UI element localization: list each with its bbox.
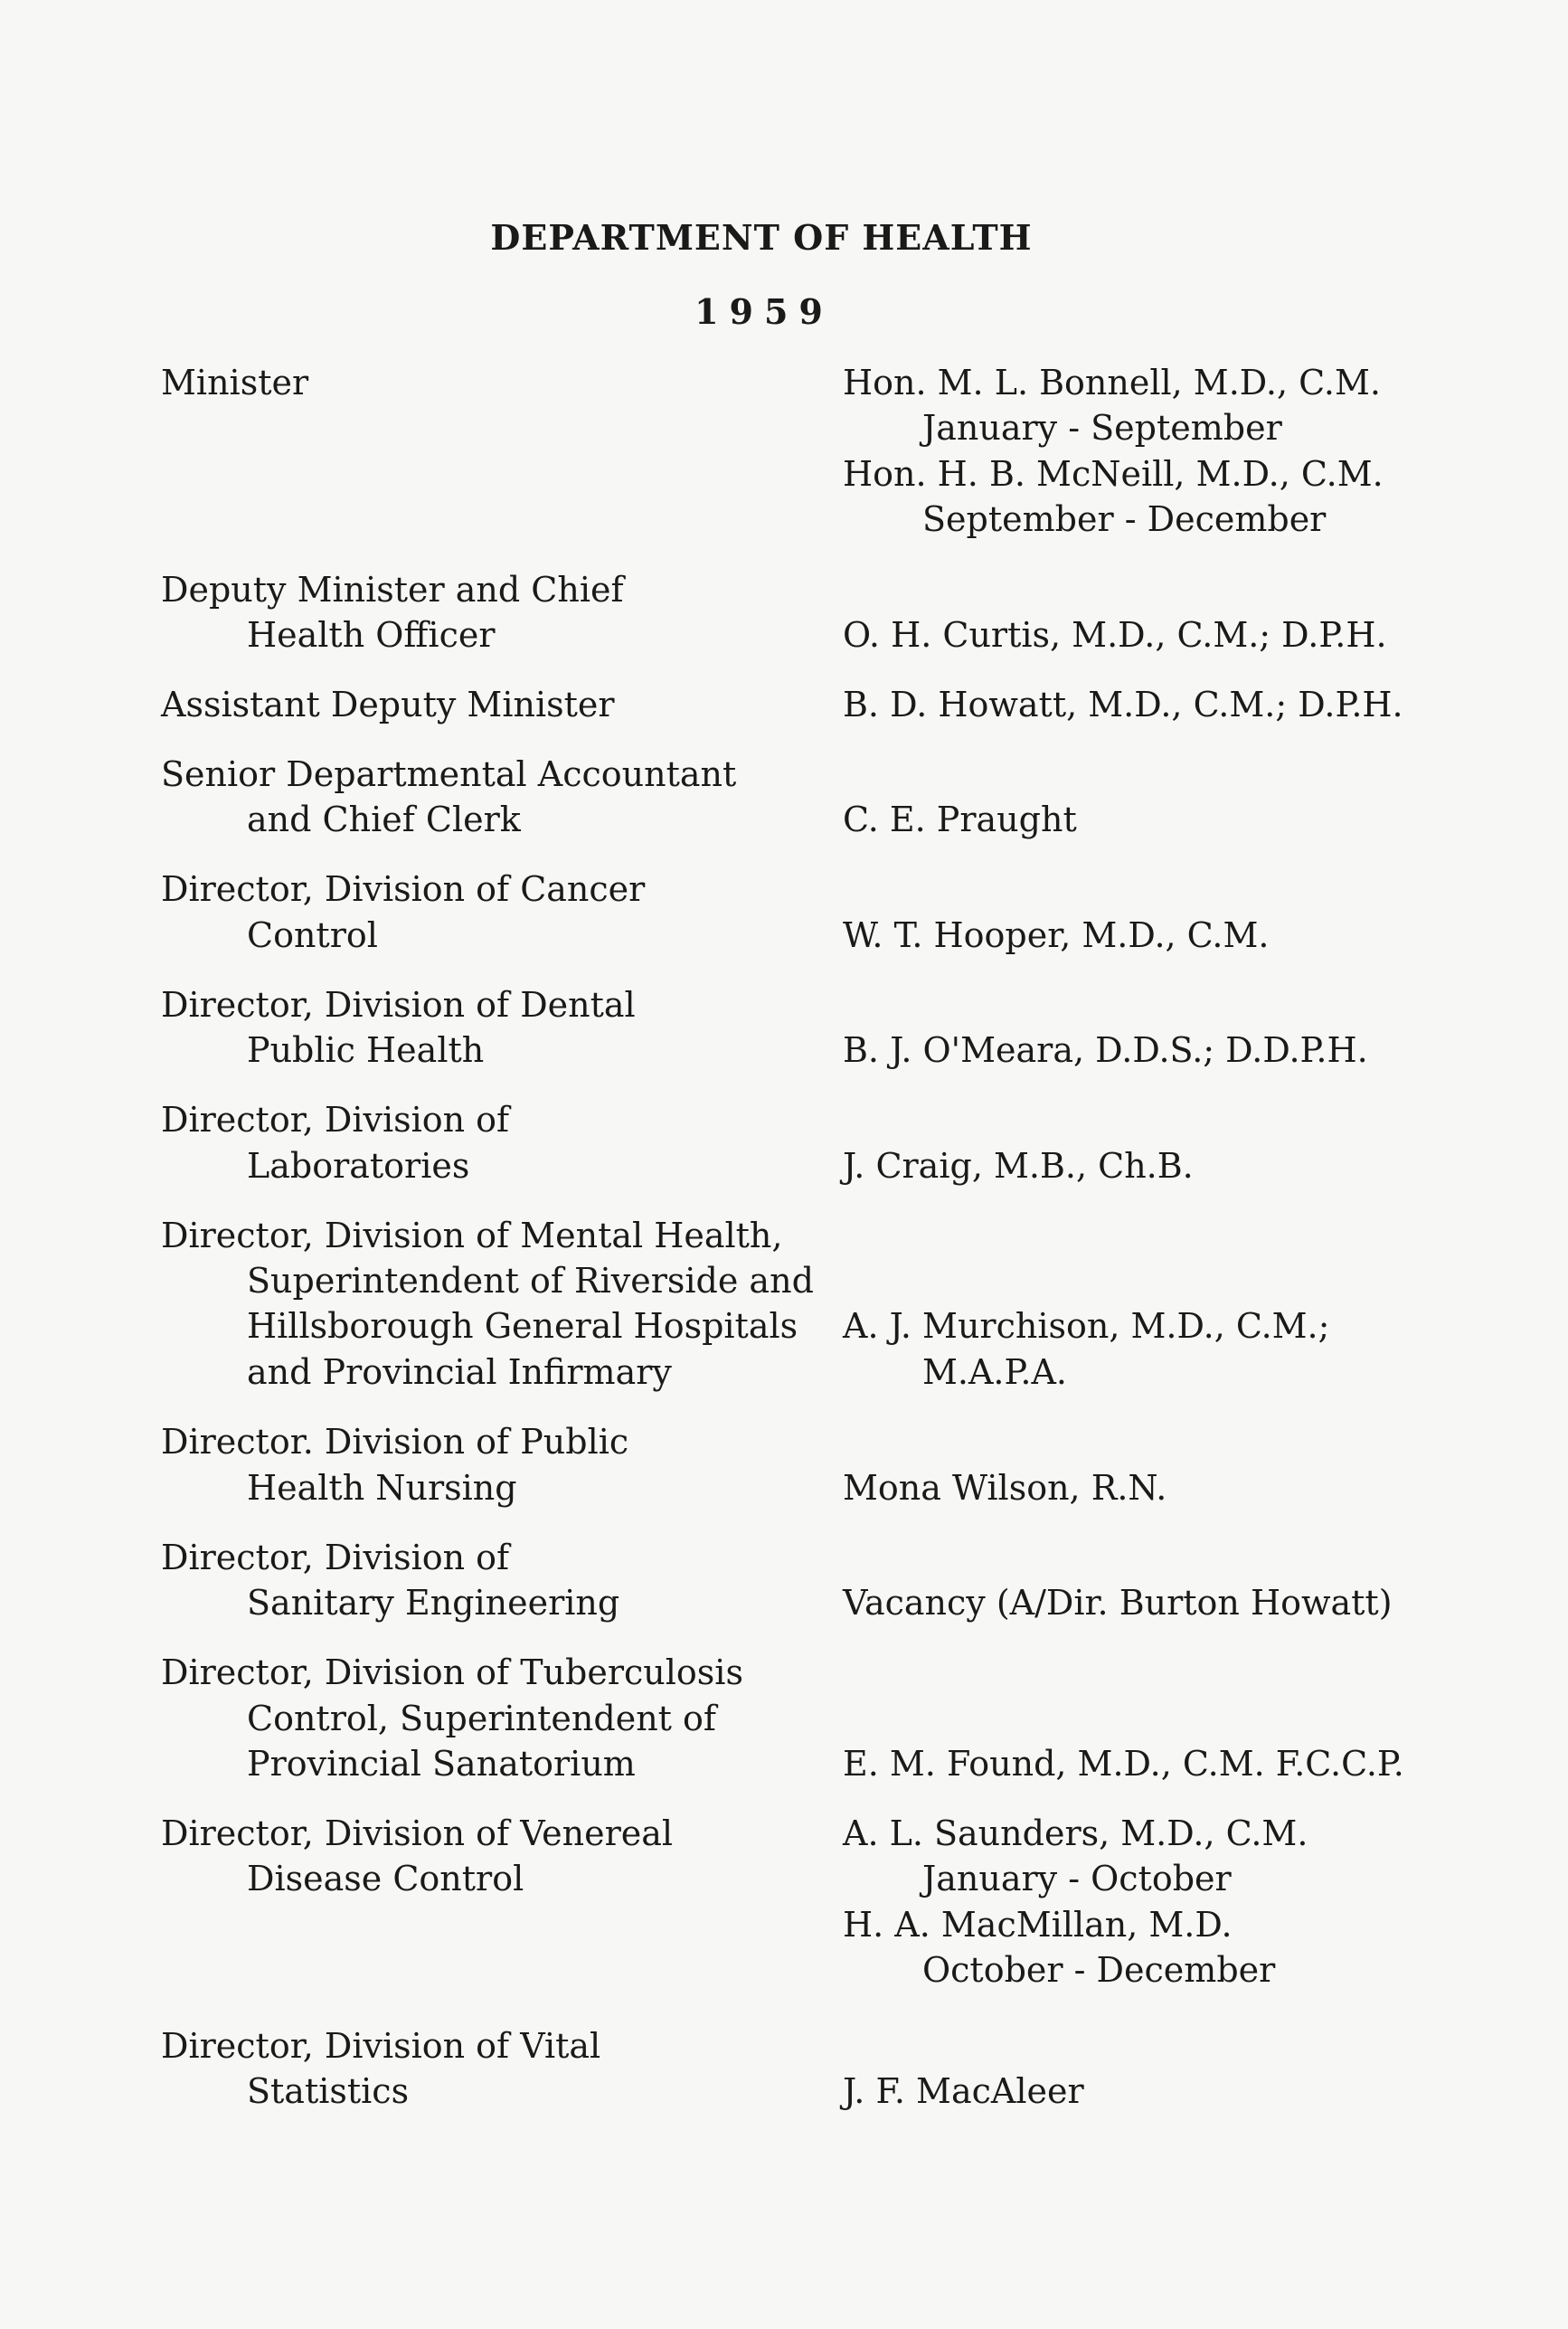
holder-mental-health-cont: M.A.P.A.: [922, 1352, 1067, 1392]
report-year: 1959: [694, 291, 834, 332]
position-tuberculosis-control-cont-2: Provincial Sanatorium: [247, 1744, 636, 1784]
holder-dental-public-health: B. J. O'Meara, D.D.S.; D.D.P.H.: [843, 1030, 1368, 1070]
holder-cancer-control: W. T. Hooper, M.D., C.M.: [843, 915, 1270, 955]
position-venereal-disease-control: Director, Division of Venereal: [161, 1813, 674, 1853]
holder-venereal-disease-1-term: January - October: [922, 1859, 1232, 1898]
position-deputy-minister-cont: Health Officer: [247, 615, 496, 655]
position-cancer-control: Director, Division of Cancer: [161, 869, 646, 909]
position-deputy-minister: Deputy Minister and Chief: [161, 570, 624, 610]
position-senior-accountant: Senior Departmental Accountant: [161, 754, 737, 794]
holder-minister-2-term: September - December: [922, 499, 1327, 539]
position-cancer-control-cont: Control: [247, 915, 378, 955]
position-vital-statistics-cont: Statistics: [247, 2071, 410, 2111]
holder-laboratories: J. Craig, M.B., Ch.B.: [843, 1146, 1194, 1186]
position-venereal-disease-control-cont: Disease Control: [247, 1859, 524, 1898]
position-tuberculosis-control: Director, Division of Tuberculosis: [161, 1652, 743, 1692]
holder-assistant-deputy-minister: B. D. Howatt, M.D., C.M.; D.P.H.: [843, 685, 1403, 724]
holder-mental-health: A. J. Murchison, M.D., C.M.;: [843, 1306, 1330, 1346]
position-mental-health-cont-2: Hillsborough General Hospitals: [247, 1306, 798, 1346]
holder-deputy-minister: O. H. Curtis, M.D., C.M.; D.P.H.: [843, 615, 1387, 655]
holder-venereal-disease-2: H. A. MacMillan, M.D.: [843, 1905, 1233, 1945]
holder-venereal-disease-1: A. L. Saunders, M.D., C.M.: [843, 1813, 1308, 1853]
position-dental-public-health: Director, Division of Dental: [161, 985, 636, 1025]
holder-sanitary-engineering: Vacancy (A/Dir. Burton Howatt): [843, 1583, 1393, 1623]
holder-minister-2: Hon. H. B. McNeill, M.D., C.M.: [843, 454, 1384, 494]
position-mental-health-cont-3: and Provincial Infirmary: [247, 1352, 672, 1392]
position-dental-public-health-cont: Public Health: [247, 1030, 485, 1070]
holder-minister-1-term: January - September: [922, 408, 1282, 448]
position-sanitary-engineering-cont: Sanitary Engineering: [247, 1583, 620, 1623]
holder-tuberculosis-control: E. M. Found, M.D., C.M. F.C.C.P.: [843, 1744, 1404, 1784]
position-assistant-deputy-minister: Assistant Deputy Minister: [161, 685, 615, 724]
holder-venereal-disease-2-term: October - December: [922, 1950, 1276, 1990]
position-public-health-nursing: Director. Division of Public: [161, 1422, 629, 1462]
position-public-health-nursing-cont: Health Nursing: [247, 1468, 517, 1508]
position-mental-health: Director, Division of Mental Health,: [161, 1216, 783, 1255]
position-laboratories: Director, Division of: [161, 1100, 510, 1140]
department-title: DEPARTMENT OF HEALTH: [490, 217, 1033, 258]
position-mental-health-cont-1: Superintendent of Riverside and: [247, 1261, 814, 1301]
position-laboratories-cont: Laboratories: [247, 1146, 470, 1186]
position-tuberculosis-control-cont-1: Control, Superintendent of: [247, 1699, 716, 1738]
holder-senior-accountant: C. E. Praught: [843, 800, 1077, 839]
position-senior-accountant-cont: and Chief Clerk: [247, 800, 521, 839]
holder-minister-1: Hon. M. L. Bonnell, M.D., C.M.: [843, 363, 1381, 402]
position-vital-statistics: Director, Division of Vital: [161, 2026, 601, 2066]
holder-public-health-nursing: Mona Wilson, R.N.: [843, 1468, 1167, 1508]
holder-vital-statistics: J. F. MacAleer: [843, 2071, 1084, 2111]
position-minister: Minister: [161, 363, 309, 402]
position-sanitary-engineering: Director, Division of: [161, 1538, 510, 1577]
